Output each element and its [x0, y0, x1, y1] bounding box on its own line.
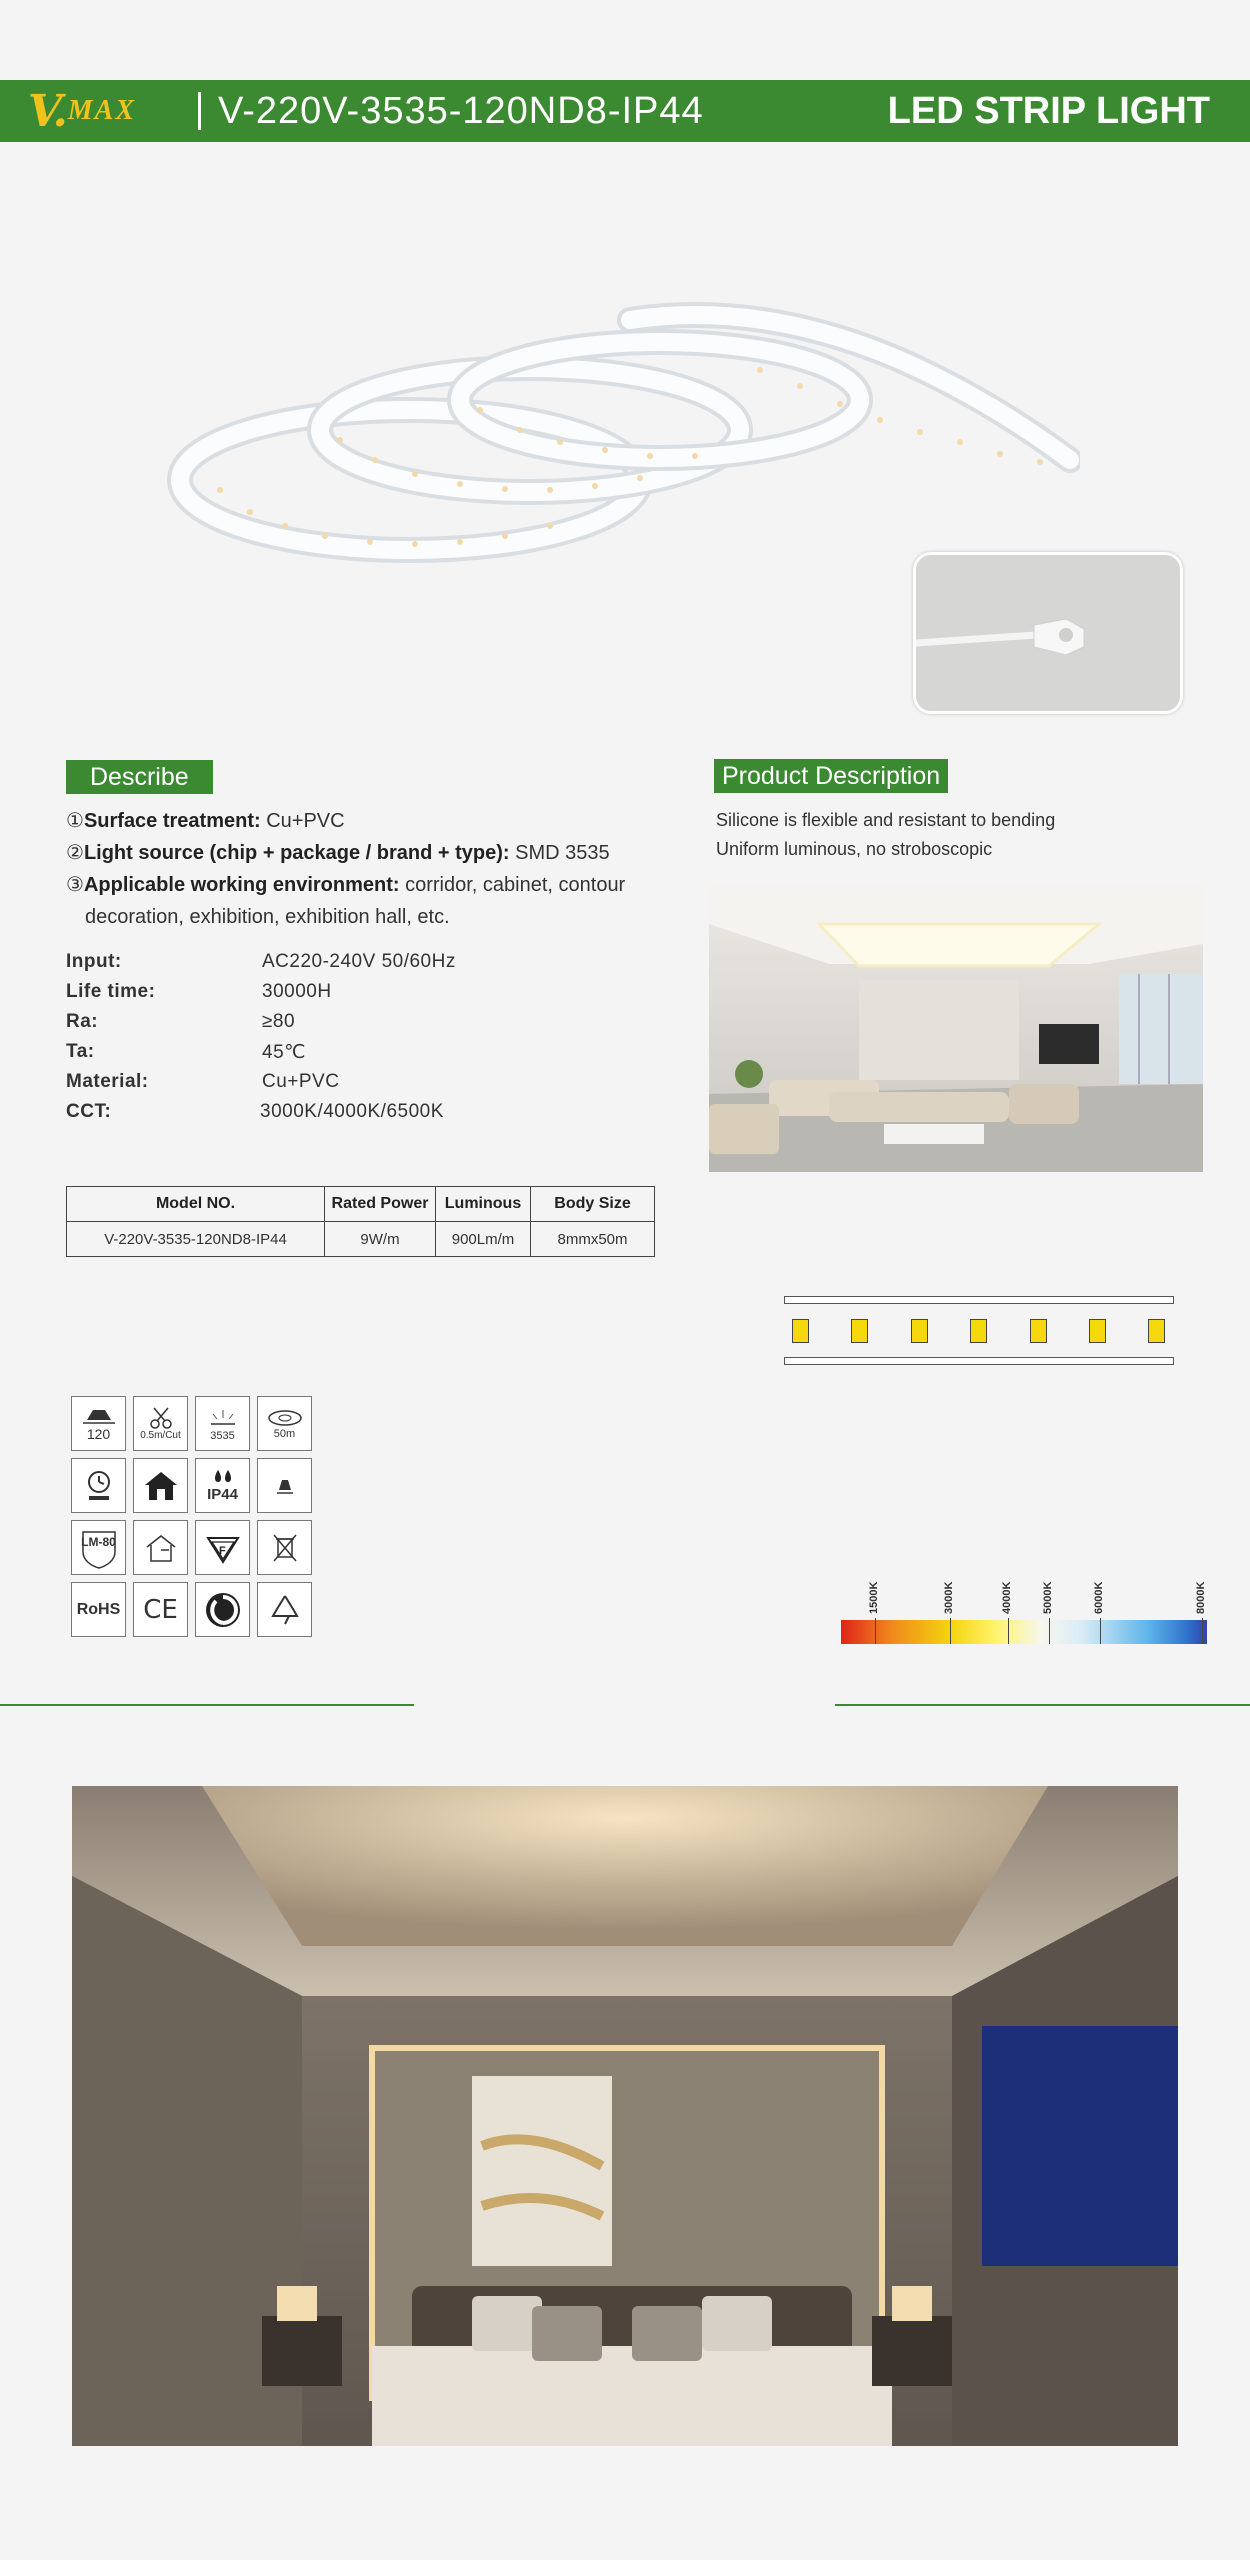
icon-label: 50m	[273, 1427, 296, 1440]
spec-working-environment-cont: decoration, exhibition, exhibition hall, etc.	[85, 906, 450, 928]
product-description-tag: Product Description	[714, 759, 948, 793]
icon-label: 3535	[210, 1429, 235, 1442]
lamp-icon	[257, 1458, 312, 1513]
spec-label: Applicable working environment:	[83, 874, 400, 896]
table-cell: 8mmx50m	[531, 1222, 655, 1257]
strip-diagram-top-edge	[784, 1296, 1174, 1304]
cct-tick	[1049, 1618, 1050, 1644]
cct-label: 4000K	[1001, 1581, 1013, 1614]
spec-val-cct: 3000K/4000K/6500K	[260, 1101, 444, 1122]
spec-key-cct: CCT:	[66, 1101, 112, 1122]
ce-mark-icon	[133, 1582, 188, 1637]
product-type-title: LED STRIP LIGHT	[887, 90, 1210, 132]
cct-tick	[1008, 1618, 1009, 1644]
spec-light-source	[66, 838, 610, 868]
model-spec-table	[66, 1186, 655, 1257]
living-room-photo	[709, 884, 1203, 1172]
spec-key-ra: Ra:	[66, 1011, 99, 1032]
spec-val-material: Cu+PVC	[262, 1071, 340, 1092]
table-header: Body Size	[531, 1187, 655, 1222]
spec-val-input: AC220-240V 50/60Hz	[262, 951, 456, 972]
reel-50m-icon	[257, 1396, 312, 1451]
spec-label: Surface treatment:	[83, 810, 261, 832]
led-chip	[851, 1319, 868, 1343]
icon-label: RoHS	[76, 1600, 121, 1618]
table-cell: 900Lm/m	[436, 1222, 531, 1257]
table-header-row	[67, 1187, 655, 1222]
rohs-icon	[71, 1582, 126, 1637]
color-temperature-bar	[841, 1620, 1207, 1644]
spec-val-ta: 45℃	[262, 1042, 306, 1063]
green-dot-icon	[195, 1582, 250, 1637]
led-chip	[911, 1319, 928, 1343]
spec-value: corridor, cabinet, contour	[399, 874, 626, 896]
spec-key-lifetime: Life time:	[66, 981, 156, 1002]
spec-key-ta: Ta:	[66, 1041, 95, 1062]
spec-key-material: Material:	[66, 1071, 149, 1092]
weee-bin-icon	[257, 1520, 312, 1575]
cct-label: 5000K	[1042, 1581, 1054, 1614]
spec-val-lifetime: 30000H	[262, 981, 332, 1002]
icon-label: IP44	[207, 1486, 238, 1503]
led-count-120-icon	[71, 1396, 126, 1451]
icon-label: LM-80	[81, 1535, 116, 1549]
describe-section-tag: Describe	[66, 760, 213, 794]
indoor-house-icon	[133, 1458, 188, 1513]
lm80-certification-icon	[71, 1520, 126, 1575]
spec-surface-treatment	[66, 806, 345, 836]
cct-tick	[1202, 1618, 1203, 1644]
cct-tick	[875, 1618, 876, 1644]
product-description-line-1: Silicone is flexible and resistant to bending	[716, 810, 1056, 830]
table-header: Rated Power	[325, 1187, 436, 1222]
ip44-rating-icon	[195, 1458, 250, 1513]
cct-label: 1500K	[868, 1581, 880, 1614]
table-row	[67, 1222, 655, 1257]
table-cell: V-220V-3535-120ND8-IP44	[67, 1222, 325, 1257]
brand-logo	[28, 86, 136, 136]
spec-number: ③	[66, 874, 84, 896]
led-chip	[1148, 1319, 1165, 1343]
spec-value: SMD 3535	[509, 842, 610, 864]
led-chip	[1089, 1319, 1106, 1343]
led-chip	[970, 1319, 987, 1343]
section-divider-left	[0, 1704, 414, 1706]
house-outline-icon	[133, 1520, 188, 1575]
logo-max: MAX	[67, 95, 137, 126]
icon-label: 120	[86, 1425, 111, 1442]
section-divider-right	[835, 1704, 1250, 1706]
spec-val-ra: ≥80	[262, 1011, 296, 1032]
recycle-icon	[257, 1582, 312, 1637]
cct-label: 3000K	[943, 1581, 955, 1614]
cct-label: 6000K	[1093, 1581, 1105, 1614]
f-mark-icon	[195, 1520, 250, 1575]
end-cap-detail-image	[913, 552, 1183, 714]
spec-key-input: Input:	[66, 951, 122, 972]
spec-value: Cu+PVC	[260, 810, 345, 832]
strip-diagram-bottom-edge	[784, 1357, 1174, 1365]
svg-text:F: F	[218, 1544, 226, 1557]
spec-label: Light source (chip + package / brand + type):	[83, 842, 510, 864]
spec-number: ①	[66, 810, 84, 832]
logo-v: V.	[28, 85, 66, 137]
led-strip-coil-image	[160, 290, 1080, 570]
table-header: Luminous	[436, 1187, 531, 1222]
icon-label: 0.5m/Cut	[140, 1430, 181, 1441]
led-chip	[792, 1319, 809, 1343]
table-cell: 9W/m	[325, 1222, 436, 1257]
spec-number: ②	[66, 842, 84, 864]
cct-label: 8000K	[1195, 1581, 1207, 1614]
product-description-line-2: Uniform luminous, no stroboscopic	[716, 839, 993, 859]
table-header: Model NO.	[67, 1187, 325, 1222]
header-separator	[198, 92, 201, 130]
cct-tick	[950, 1618, 951, 1644]
chip-3535-icon	[195, 1396, 250, 1451]
model-title: V-220V-3535-120ND8-IP44	[218, 90, 704, 132]
bedroom-photo	[72, 1786, 1178, 2446]
led-chip	[1030, 1319, 1047, 1343]
lifespan-icon	[71, 1458, 126, 1513]
cut-length-scissors-icon	[133, 1396, 188, 1451]
icon-label: CE	[143, 1594, 178, 1625]
spec-working-environment	[66, 870, 625, 900]
cct-tick	[1100, 1618, 1101, 1644]
